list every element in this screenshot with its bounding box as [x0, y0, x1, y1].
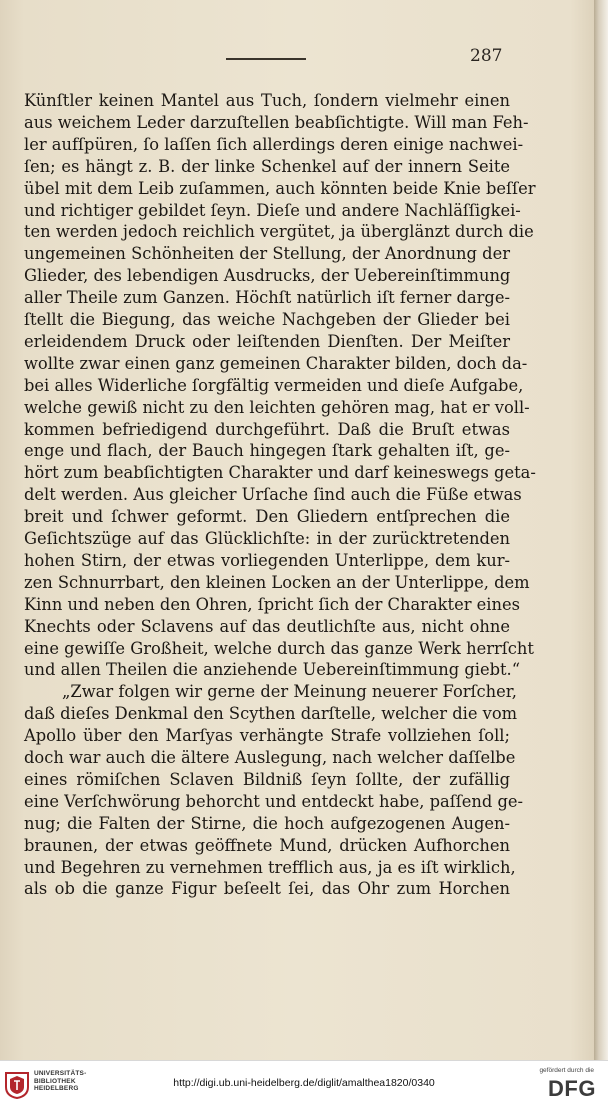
text-line: eine Verſchwörung behorcht und entdeckt habe, paſſend ge- — [24, 791, 524, 811]
dfg-logo: DFG — [548, 1076, 596, 1101]
text-line: eines römiſchen Sclaven Bildniß ſeyn ſollte, der zufällig — [24, 769, 510, 789]
text-line: und Begehren zu vernehmen trefflich aus, ja es iſt wirklich, — [24, 857, 516, 877]
text-line: Apollo über den Marſyas verhängte Strafe vollziehen ſoll; — [24, 726, 510, 746]
text-line: Kinn und neben den Ohren, ſpricht ſich der Charakter eines — [24, 594, 520, 614]
text-line: Künſtler keinen Mantel aus Tuch, ſondern vielmehr einen — [24, 91, 510, 110]
text-line: hohen Stirn, der etwas vorliegenden Unterlippe, dem kur- — [24, 550, 510, 570]
text-line: erleidendem Druck oder leiſtenden Dienſten. Der Meiſter — [24, 331, 510, 351]
text-line: wollte zwar einen ganz gemeinen Charakter bilden, doch da- — [24, 353, 528, 373]
text-line: übel mit dem Leib zuſammen, auch könnten beide Knie beſſer — [24, 178, 536, 198]
text-line: doch war auch die ältere Auslegung, nach welcher daſſelbe — [24, 748, 516, 767]
text-line: aller Theile zum Ganzen. Höchſt natürlich iſt ferner darge- — [24, 288, 510, 308]
text-line: enge und flach, der Bauch hingegen ſtark gehalten iſt, ge- — [24, 441, 510, 461]
text-line: braunen, der etwas geöffnete Mund, drücken Aufhorchen — [24, 835, 510, 855]
institution-line-1: UNIVERSITÄTS- — [34, 1070, 87, 1077]
text-line: aus weichem Leder darzuſtellen beabſichtigte. Will man Feh- — [24, 112, 529, 132]
text-line: breit und ſchwer geformt. Den Gliedern entſprechen die — [24, 507, 510, 527]
text-line: delt werden. Aus gleicher Urſache ſind auch die Füße etwas — [24, 485, 522, 505]
text-line: kommen befriedigend durchgeführt. Daß die Bruſt etwas — [24, 419, 510, 439]
text-line: bei alles Widerliche ſorgfältig vermeiden und dieſe Aufgabe, — [24, 375, 524, 395]
page-edge — [594, 0, 608, 1060]
text-line: welche gewiß nicht zu den leichten gehören mag, hat er voll- — [24, 397, 530, 417]
text-line: als ob die ganze Figur beſeelt ſei, das Ohr zum Horchen — [24, 879, 510, 899]
text-line: und richtiger gebildet ſeyn. Dieſe und andere Nachläſſigkei- — [24, 200, 521, 220]
text-line: Glieder, des lebendigen Ausdrucks, der Uebereinſtimmung — [24, 266, 511, 286]
institution-line-2: BIBLIOTHEK — [34, 1077, 76, 1085]
text-line: ten werden jedoch reichlich vergütet, ja überglänzt durch die — [24, 222, 534, 242]
text-line: „Zwar folgen wir gerne der Meinung neuerer Forſcher, — [62, 682, 517, 702]
text-line: ler aufſpüren, ſo laſſen ſich allerdings deren einige nachwei- — [24, 134, 524, 154]
text-line: hört zum beabſichtigten Charakter und darf keineswegs geta- — [24, 463, 536, 483]
viewer-footer — [0, 1060, 608, 1108]
text-line: Geſichtszüge auf das Glücklichſte: in der zurücktretenden — [24, 529, 510, 548]
page-number: 287 — [470, 46, 503, 66]
text-line: und allen Theilen die anziehende Uebereinſtimmung giebt.“ — [24, 660, 521, 680]
text-line: eine gewiſſe Großheit, welche durch das ganze Werk herrſcht — [24, 638, 534, 658]
text-line: daß dieſes Denkmal den Scythen darſtelle, welcher die vom — [24, 704, 518, 724]
text-line: Knechts oder Sclavens auf das deutlichſte aus, nicht ohne — [24, 616, 510, 636]
institution-line-3: HEIDELBERG — [34, 1085, 79, 1092]
text-line: ungemeinen Schönheiten der Stellung, der Anordnung der — [24, 244, 510, 264]
text-line: ſen; es hängt z. B. der linke Schenkel auf der innern Seite — [24, 156, 510, 176]
text-line: nug; die Falten der Stirne, die hoch aufgezogenen Augen- — [24, 813, 510, 833]
permalink[interactable]: http://digi.ub.uni-heidelberg.de/diglit/amalthea1820/0340 — [173, 1077, 435, 1089]
header-rule — [226, 58, 306, 60]
funder-label: gefördert durch die — [539, 1067, 594, 1074]
text-line: zen Schnurrbart, den kleinen Locken an der Unterlippe, dem — [24, 572, 530, 592]
text-line: ſtellt die Biegung, das weiche Nachgeben der Glieder bei — [24, 310, 510, 329]
